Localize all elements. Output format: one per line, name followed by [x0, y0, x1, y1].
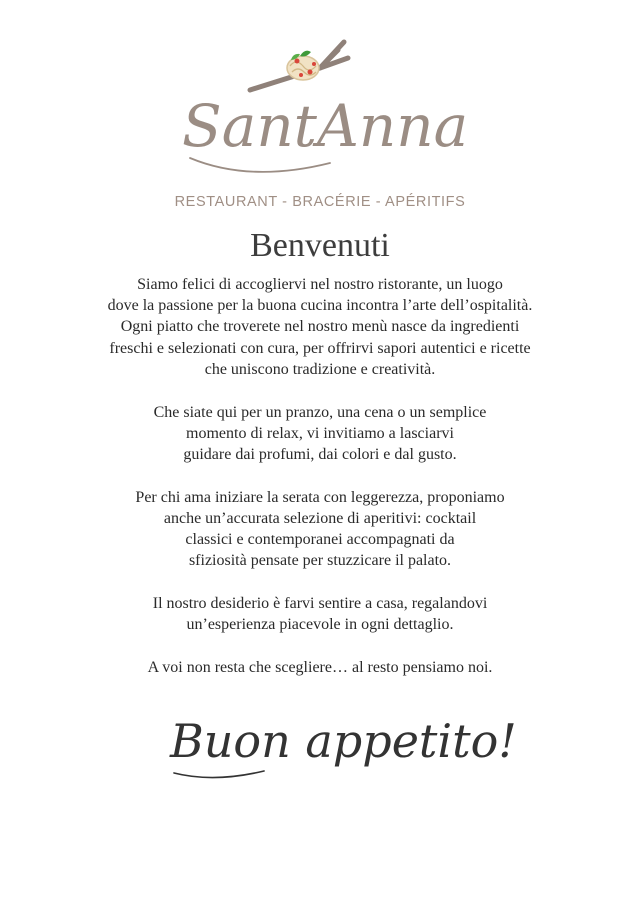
text-line: Siamo felici di accogliervi nel nostro ristorante, un luogo [137, 276, 503, 293]
text-line: dove la passione per la buona cucina incontra l’arte dell’ospitalità. [107, 297, 533, 315]
text-line: A voi non resta che scegliere… al resto pensiamo noi. [147, 658, 493, 676]
page-title: Benvenuti [250, 227, 390, 264]
logo-text: SantAnna [182, 92, 469, 160]
paragraph-invite [60, 402, 580, 466]
text-line: classici e contemporanei accompagnati da [185, 531, 455, 549]
text-line: freschi e selezionati con cura, per offrirvi sapori autentici e ricette [109, 339, 531, 357]
fork-with-pasta-icon [250, 42, 348, 90]
paragraph-intro [60, 274, 580, 380]
paragraph-home [60, 593, 580, 635]
text-line: che uniscono tradizione e creatività. [204, 360, 436, 378]
text-line: sfiziosità pensate per stuzzicare il palato. [188, 552, 452, 570]
text-line: Che siate qui per un pranzo, una cena o un semplice [153, 403, 487, 421]
paragraph-closing [60, 657, 580, 678]
welcome-text [60, 274, 580, 700]
tagline: RESTAURANT - BRACÉRIE - APÉRITIFS [174, 194, 466, 210]
text-line: Il nostro desiderio è farvi sentire a casa, regalandovi [152, 594, 488, 612]
paragraph-aperitivi [60, 487, 580, 572]
signature [160, 695, 517, 795]
text-line: un’esperienza piacevole in ogni dettaglio. [186, 616, 454, 634]
text-line: anche un’accurata selezione di aperitivi: cocktail [163, 509, 477, 527]
signature-text: Buon appetito! [170, 714, 517, 768]
text-line: momento di relax, vi invitiamo a lasciarvi [186, 424, 454, 442]
text-line: Per chi ama iniziare la serata con leggerezza, proponiamo [135, 488, 505, 506]
restaurant-logo [170, 28, 470, 193]
text-line: Ogni piatto che troverete nel nostro menù nasce da ingredienti [120, 318, 520, 336]
text-line: guidare dai profumi, dai colori e dal gusto. [183, 445, 457, 463]
